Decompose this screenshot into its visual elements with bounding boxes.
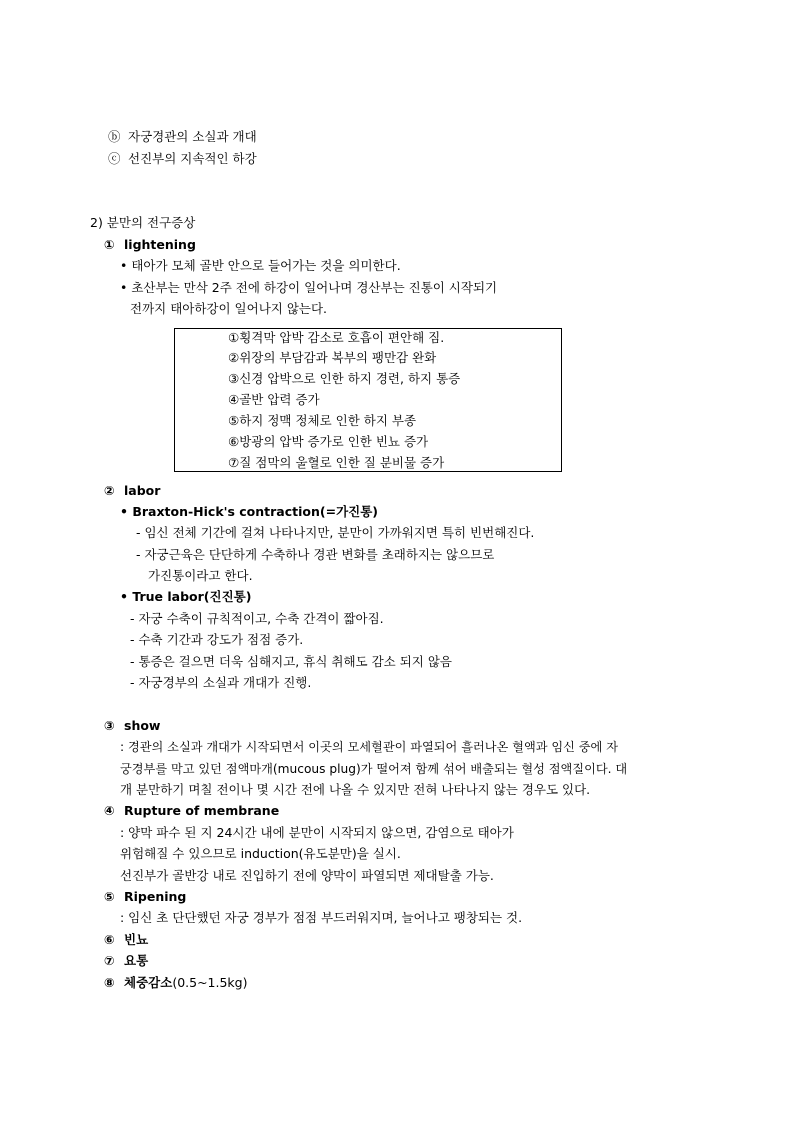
box-item: ④골반 압력 증가 — [228, 392, 320, 407]
sub-item-text: 자궁경관의 소실과 개대 — [128, 129, 257, 144]
item-title: show — [124, 718, 161, 733]
marker: ⓑ — [108, 129, 121, 144]
box-item: ①횡격막 압박 감소로 호흡이 편안해 짐. — [228, 330, 445, 345]
item-title: labor — [124, 483, 161, 498]
braxton-hicks-title: • Braxton-Hick's contraction(=가진통) — [120, 504, 379, 519]
marker: ⓒ — [108, 151, 121, 166]
item-detail: (0.5~1.5kg) — [172, 975, 248, 990]
box-item: ③신경 압박으로 인한 하지 경련, 하지 통증 — [228, 371, 461, 386]
effects-box — [174, 328, 562, 472]
bullet-line: 전까지 태아하강이 일어나지 않는다. — [130, 301, 328, 316]
marker: ④ — [104, 803, 115, 818]
item-weight-loss — [104, 975, 247, 991]
marker: ① — [104, 237, 115, 252]
item-frequent-urination — [104, 932, 148, 948]
item-title: Rupture of membrane — [124, 803, 280, 818]
para-line: : 임신 초 단단했던 자궁 경부가 점점 부드러워지며, 늘어나고 팽창되는 것. — [120, 910, 523, 925]
para-line: 궁경부를 막고 있던 점액마개(mucous plug)가 떨어져 함께 섞어 배출되는 혈성 점액질이다. 대 — [120, 762, 628, 776]
para-line: 선진부가 골반강 내로 진입하기 전에 양막이 파열되면 제대탈출 가능. — [120, 868, 494, 883]
box-item: ②위장의 부담감과 복부의 팽만감 완화 — [228, 350, 437, 365]
para-line: 위험해질 수 있으므로 induction(유도분만)을 실시. — [120, 846, 401, 861]
sub-item-c — [108, 151, 257, 167]
dash-line: - 자궁근육은 단단하게 수축하나 경관 변화를 초래하지는 않으므로 — [136, 547, 495, 562]
item-ripening — [104, 889, 186, 905]
bullet-line: • 태아가 모체 골반 안으로 들어가는 것을 의미한다. — [120, 258, 401, 273]
item-title: Ripening — [124, 889, 187, 904]
para-line: 개 분만하기 며칠 전이나 몇 시간 전에 나올 수 있지만 전혀 나타나지 않는 경우도 있다. — [120, 782, 591, 797]
dash-line: - 수축 기간과 강도가 점점 증가. — [130, 632, 304, 647]
item-title: 체중감소 — [124, 975, 173, 990]
true-labor-title: • True labor(진진통) — [120, 589, 252, 604]
dash-line: - 자궁경부의 소실과 개대가 진행. — [130, 675, 312, 690]
box-item: ⑥방광의 압박 증가로 인한 빈뇨 증가 — [228, 434, 429, 449]
marker: ② — [104, 483, 115, 498]
marker: ⑥ — [104, 932, 115, 947]
dash-line: - 자궁 수축이 규칙적이고, 수축 간격이 짧아짐. — [130, 611, 384, 626]
section-heading: 2) 분만의 전구증상 — [90, 215, 196, 230]
bullet-line: • 초산부는 만삭 2주 전에 하강이 일어나며 경산부는 진통이 시작되기 — [120, 280, 498, 295]
item-show — [104, 718, 160, 734]
item-title: 요통 — [124, 953, 149, 968]
marker: ⑦ — [104, 953, 115, 968]
marker: ⑤ — [104, 889, 115, 904]
sub-item-b — [108, 129, 257, 145]
para-line: : 경관의 소실과 개대가 시작되면서 이곳의 모세혈관이 파열되어 흘러나온 혈액과 임신 중에 자 — [120, 740, 618, 754]
item-title: lightening — [124, 237, 196, 252]
dash-line: - 통증은 걸으면 더욱 심해지고, 휴식 취해도 감소 되지 않음 — [130, 654, 452, 669]
box-item: ⑤하지 정맥 정체로 인한 하지 부종 — [228, 413, 417, 428]
item-title: 빈뇨 — [124, 932, 149, 947]
dash-line: - 임신 전체 기간에 걸쳐 나타나지만, 분만이 가까워지면 특히 빈번해진다. — [136, 525, 535, 540]
item-back-pain — [104, 953, 148, 969]
box-item: ⑦질 점막의 울혈로 인한 질 분비물 증가 — [228, 455, 445, 470]
sub-item-text: 선진부의 지속적인 하강 — [128, 151, 257, 166]
marker: ③ — [104, 718, 115, 733]
item-labor — [104, 483, 160, 499]
para-line: : 양막 파수 된 지 24시간 내에 분만이 시작되지 않으면, 감염으로 태아가 — [120, 825, 514, 840]
marker: ⑧ — [104, 975, 115, 990]
item-lightening — [104, 237, 196, 253]
item-rupture — [104, 803, 279, 819]
dash-line: 가진통이라고 한다. — [148, 568, 253, 583]
